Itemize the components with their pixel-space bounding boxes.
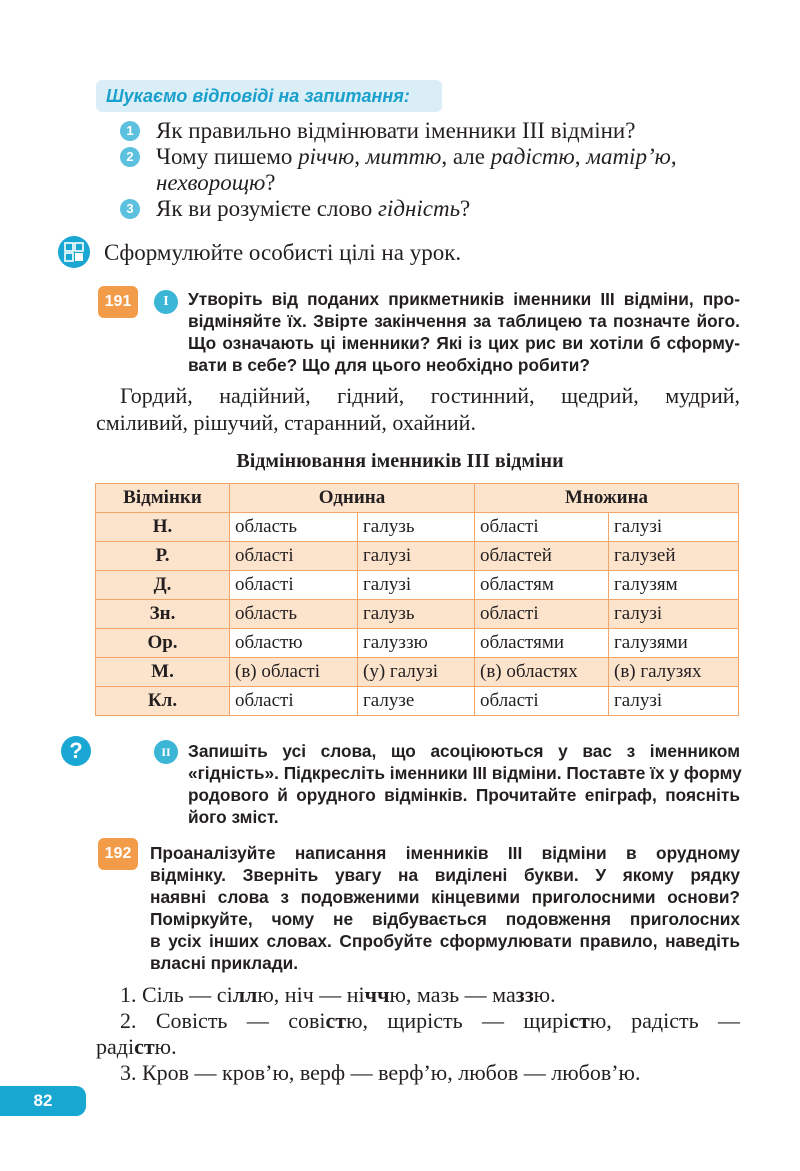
adjectives-list: Гордий, надійний, гідний, гостинний, щедрий, мудрий, сміливий, рішучий, старанний, охайний. xyxy=(96,383,740,435)
table-row xyxy=(96,600,739,629)
table-cell: галуззю xyxy=(358,629,475,658)
table-cell: галузі xyxy=(609,600,739,629)
case-label-cell: Д. xyxy=(96,571,230,600)
table-row xyxy=(96,687,739,716)
table-cell: областю xyxy=(230,629,358,658)
table-header-row xyxy=(96,484,739,513)
case-label-cell: Кл. xyxy=(96,687,230,716)
table-row xyxy=(96,542,739,571)
table-row xyxy=(96,571,739,600)
questions-list xyxy=(120,118,740,222)
exercise-192-task: Проаналізуйте написання іменників III відміни в орудному відмінку. Зверніть увагу на виділені букви. У якому рядку наявні слова з подовженими кінцевими приголосними основи? Поміркуйте, чому не відбувається подовження приголосних в усіх інших словах. Спробуйте сформулювати правило, наведіть власні приклади. xyxy=(150,843,740,973)
question-item xyxy=(120,118,740,144)
page-number: 82 xyxy=(0,1086,86,1116)
part-marker-2: II xyxy=(154,740,178,764)
example-line-1: 1. Сіль — сіллю, ніч — ніччю, мазь — маззю. xyxy=(120,982,556,1007)
table-cell: області xyxy=(475,687,609,716)
table-row xyxy=(96,513,739,542)
table-cell: області xyxy=(475,600,609,629)
table-cell: області xyxy=(475,513,609,542)
exercise-number-191: 191 xyxy=(98,286,138,318)
case-label-cell: Н. xyxy=(96,513,230,542)
exercise-191-task: Утворіть від поданих прикметників іменники III відміни, про- відміняйте їх. Звірте закінчення за таблицею та позначте його. Що означають ці іменники? Які із цих рис ви хотіли б сформу- вати в себе? Що для цього необхідно робити? xyxy=(188,289,740,375)
case-label-cell: Зн. xyxy=(96,600,230,629)
case-label-cell: М. xyxy=(96,658,230,687)
table-cell: галузі xyxy=(609,513,739,542)
question-text: Як правильно відмінювати іменники III відміни? xyxy=(156,118,636,143)
goals-text: Сформулюйте особисті цілі на урок. xyxy=(104,240,462,265)
example-line-2-cont: радістю. xyxy=(96,1034,177,1059)
table-cell: галузь xyxy=(358,600,475,629)
table-cell: області xyxy=(230,687,358,716)
table-cell: (в) області xyxy=(230,658,358,687)
table-cell: (у) галузі xyxy=(358,658,475,687)
column-header-case: Відмінки xyxy=(96,484,230,513)
table-cell: галузе xyxy=(358,687,475,716)
table-cell: галузі xyxy=(358,542,475,571)
question-item xyxy=(120,144,740,196)
table-cell: (в) галузях xyxy=(609,658,739,687)
table-cell: галузь xyxy=(358,513,475,542)
part-marker-1: I xyxy=(154,290,178,314)
declension-table xyxy=(95,483,739,716)
table-cell: галузям xyxy=(609,571,739,600)
examples-list xyxy=(96,982,740,1086)
table-cell: галузями xyxy=(609,629,739,658)
questions-heading: Шукаємо відповіді на запитання: xyxy=(106,86,410,106)
question-mark-icon: ? xyxy=(61,736,91,766)
table-cell: областям xyxy=(475,571,609,600)
table-cell: область xyxy=(230,513,358,542)
question-item xyxy=(120,196,740,222)
questions-heading-box xyxy=(96,80,442,112)
number-badge: 3 xyxy=(120,199,140,219)
case-label-cell: Ор. xyxy=(96,629,230,658)
table-cell: галузей xyxy=(609,542,739,571)
table-cell: областями xyxy=(475,629,609,658)
table-cell: область xyxy=(230,600,358,629)
table-title: Відмінювання іменників III відміни xyxy=(236,450,564,472)
exercise-191-part2-task: Запишіть усі слова, що асоціюються у вас з іменником «гідність». Підкресліть іменники III відміни. Поставте їх у форму родового й орудного відмінків. Прочитайте епіграф, поясніть його зміст. xyxy=(188,741,742,827)
table-cell: галузі xyxy=(609,687,739,716)
example-line-2: 2. Совість — совістю, щирість — щирістю, радість — xyxy=(120,1008,740,1033)
table-cell: областей xyxy=(475,542,609,571)
table-cell: (в) областях xyxy=(475,658,609,687)
case-label-cell: Р. xyxy=(96,542,230,571)
question-text: Чому пишемо річчю, миттю, але радістю, матір’ю, нехворощю? xyxy=(156,144,677,195)
table-cell: області xyxy=(230,571,358,600)
number-badge: 2 xyxy=(120,147,140,167)
table-row xyxy=(96,629,739,658)
column-header-singular: Однина xyxy=(230,484,475,513)
table-cell: області xyxy=(230,542,358,571)
column-header-plural: Множина xyxy=(475,484,739,513)
number-badge: 1 xyxy=(120,121,140,141)
question-text: Як ви розумієте слово гідність? xyxy=(156,196,471,221)
table-cell: галузі xyxy=(358,571,475,600)
exercise-number-192: 192 xyxy=(98,838,138,870)
table-row xyxy=(96,658,739,687)
puzzle-icon xyxy=(58,236,90,268)
example-line-3: 3. Кров — кров’ю, верф — верф’ю, любов — любов’ю. xyxy=(120,1060,641,1085)
